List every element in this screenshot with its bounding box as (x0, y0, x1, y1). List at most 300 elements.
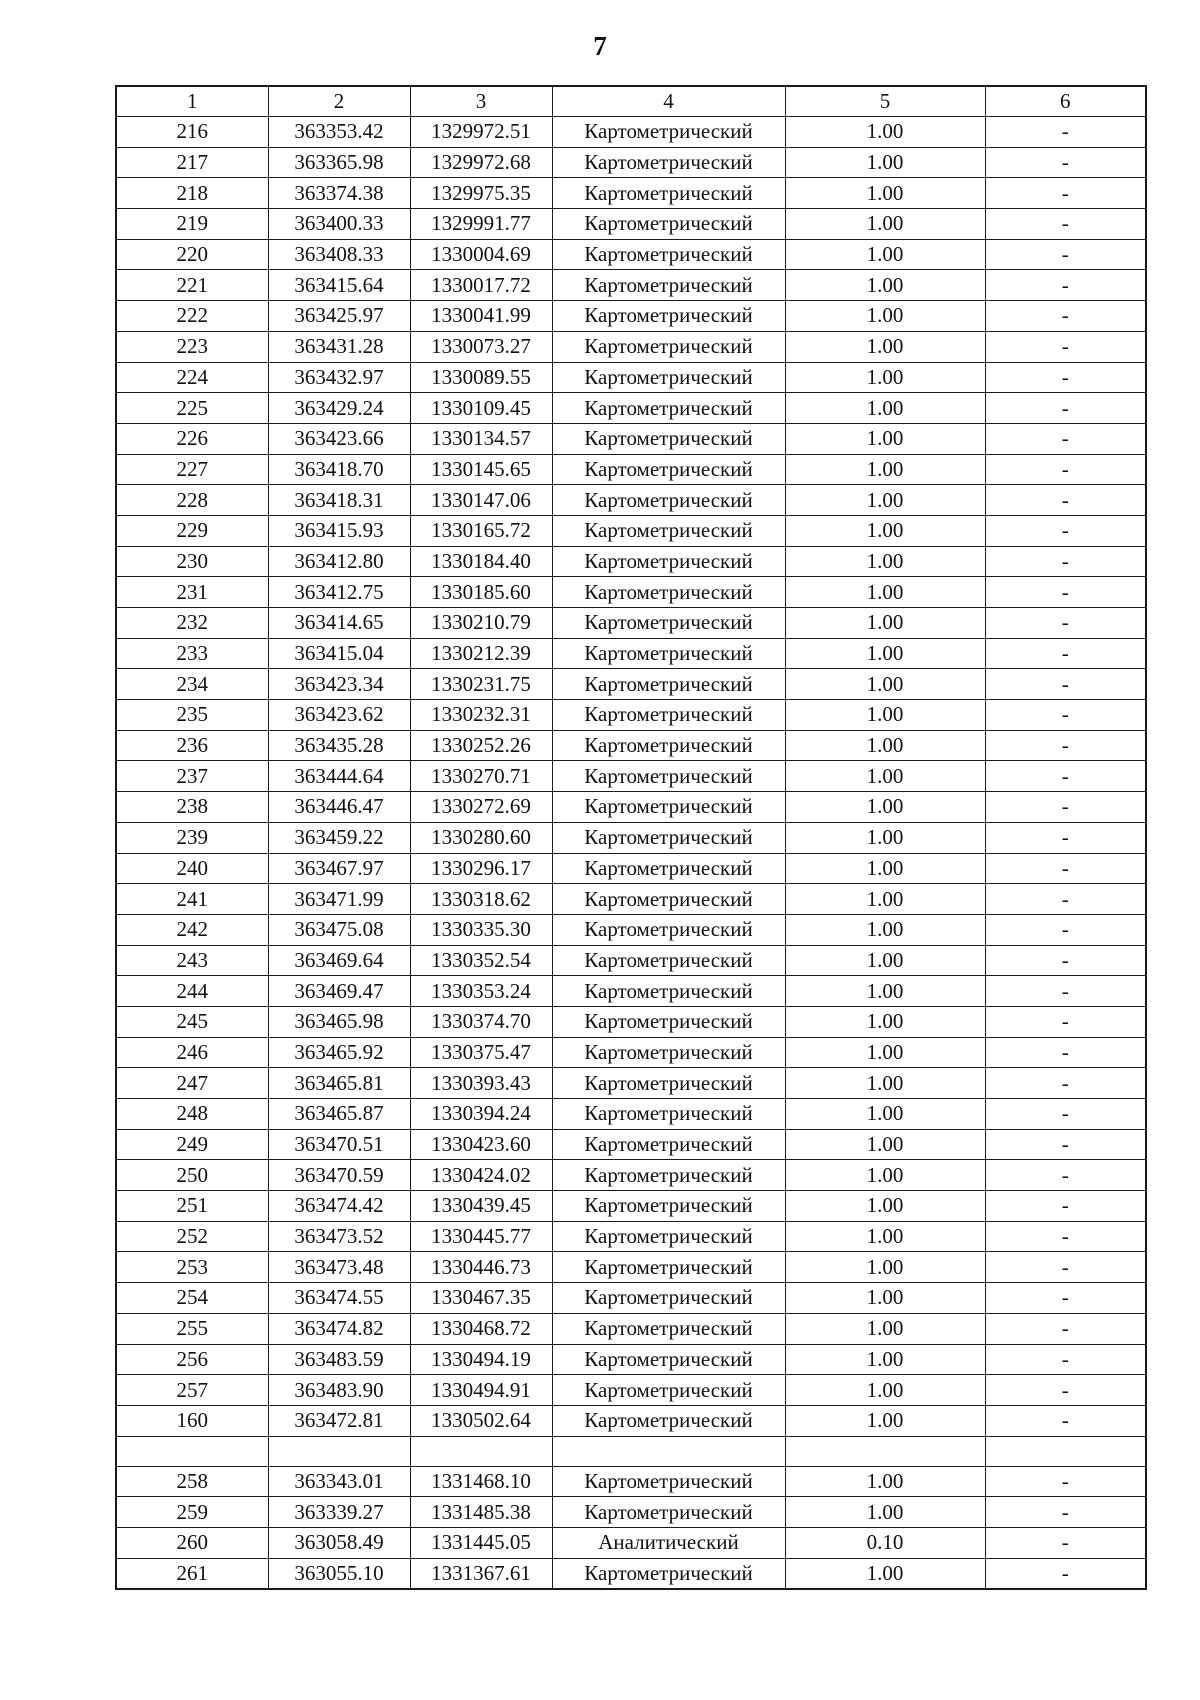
x-coordinate-cell: 363473.52 (268, 1221, 410, 1252)
x-coordinate-cell: 363470.51 (268, 1129, 410, 1160)
accuracy-cell: 1.00 (785, 362, 985, 393)
y-coordinate-cell: 1330109.45 (410, 393, 552, 424)
table-row (116, 1466, 1146, 1497)
table-row (116, 1221, 1146, 1252)
note-cell: - (985, 1375, 1146, 1406)
table-row (116, 393, 1146, 424)
accuracy-cell: 1.00 (785, 393, 985, 424)
accuracy-cell: 1.00 (785, 454, 985, 485)
table-row (116, 239, 1146, 270)
table-header-row (116, 86, 1146, 117)
x-coordinate-cell: 363412.80 (268, 546, 410, 577)
note-cell: - (985, 1191, 1146, 1222)
y-coordinate-cell: 1330353.24 (410, 976, 552, 1007)
point-number-cell: 246 (116, 1037, 268, 1068)
method-cell: Картометрический (552, 1252, 785, 1283)
table-row (116, 792, 1146, 823)
method-cell: Картометрический (552, 393, 785, 424)
method-cell: Картометрический (552, 1283, 785, 1314)
y-coordinate-cell: 1330446.73 (410, 1252, 552, 1283)
x-coordinate-cell: 363429.24 (268, 393, 410, 424)
accuracy-cell: 1.00 (785, 209, 985, 240)
accuracy-cell: 1.00 (785, 1313, 985, 1344)
x-coordinate-cell: 363400.33 (268, 209, 410, 240)
method-cell: Картометрический (552, 1313, 785, 1344)
x-coordinate-cell: 363435.28 (268, 730, 410, 761)
x-coordinate-cell: 363459.22 (268, 822, 410, 853)
y-coordinate-cell: 1330424.02 (410, 1160, 552, 1191)
note-cell: - (985, 147, 1146, 178)
y-coordinate-cell: 1330335.30 (410, 914, 552, 945)
method-cell: Картометрический (552, 577, 785, 608)
x-coordinate-cell: 363465.92 (268, 1037, 410, 1068)
point-number-cell: 250 (116, 1160, 268, 1191)
note-cell: - (985, 1344, 1146, 1375)
method-cell: Картометрический (552, 1466, 785, 1497)
accuracy-cell: 1.00 (785, 485, 985, 516)
note-cell: - (985, 853, 1146, 884)
note-cell: - (985, 1099, 1146, 1130)
y-coordinate-cell: 1330439.45 (410, 1191, 552, 1222)
point-number-cell: 239 (116, 822, 268, 853)
x-coordinate-cell: 363412.75 (268, 577, 410, 608)
note-cell: - (985, 454, 1146, 485)
method-cell: Картометрический (552, 1068, 785, 1099)
table-row (116, 1099, 1146, 1130)
note-cell: - (985, 1283, 1146, 1314)
point-number-cell: 229 (116, 515, 268, 546)
x-coordinate-cell: 363339.27 (268, 1497, 410, 1528)
y-coordinate-cell: 1330494.91 (410, 1375, 552, 1406)
note-cell: - (985, 301, 1146, 332)
accuracy-cell: 1.00 (785, 608, 985, 639)
x-coordinate-cell: 363365.98 (268, 147, 410, 178)
point-number-cell: 241 (116, 884, 268, 915)
accuracy-cell: 1.00 (785, 761, 985, 792)
accuracy-cell: 1.00 (785, 1558, 985, 1589)
y-coordinate-cell: 1330445.77 (410, 1221, 552, 1252)
point-number-cell: 232 (116, 608, 268, 639)
note-cell: - (985, 1160, 1146, 1191)
y-coordinate-cell: 1331445.05 (410, 1527, 552, 1558)
method-cell: Картометрический (552, 239, 785, 270)
coordinates-table (115, 85, 1147, 1590)
table-row (116, 700, 1146, 731)
note-cell: - (985, 1221, 1146, 1252)
note-cell: - (985, 577, 1146, 608)
table-row (116, 331, 1146, 362)
table-row (116, 515, 1146, 546)
accuracy-cell: 1.00 (785, 270, 985, 301)
method-cell: Картометрический (552, 608, 785, 639)
accuracy-cell: 1.00 (785, 1160, 985, 1191)
x-coordinate-cell: 363423.34 (268, 669, 410, 700)
x-coordinate-cell: 363474.55 (268, 1283, 410, 1314)
column-header: 6 (985, 86, 1146, 117)
x-coordinate-cell: 363423.66 (268, 423, 410, 454)
method-cell: Картометрический (552, 1375, 785, 1406)
accuracy-cell: 1.00 (785, 239, 985, 270)
table-row (116, 884, 1146, 915)
x-coordinate-cell: 363415.04 (268, 638, 410, 669)
method-cell: Картометрический (552, 638, 785, 669)
point-number-cell: 253 (116, 1252, 268, 1283)
method-cell: Картометрический (552, 1497, 785, 1528)
method-cell: Картометрический (552, 1405, 785, 1436)
point-number-cell: 261 (116, 1558, 268, 1589)
method-cell: Картометрический (552, 761, 785, 792)
x-coordinate-cell: 363444.64 (268, 761, 410, 792)
note-cell: - (985, 1558, 1146, 1589)
accuracy-cell: 1.00 (785, 1191, 985, 1222)
method-cell: Картометрический (552, 1099, 785, 1130)
x-coordinate-cell: 363418.70 (268, 454, 410, 485)
note-cell: - (985, 608, 1146, 639)
x-coordinate-cell: 363469.47 (268, 976, 410, 1007)
point-number-cell: 228 (116, 485, 268, 516)
method-cell: Картометрический (552, 669, 785, 700)
point-number-cell: 240 (116, 853, 268, 884)
x-coordinate-cell: 363475.08 (268, 914, 410, 945)
accuracy-cell: 1.00 (785, 331, 985, 362)
point-number-cell: 220 (116, 239, 268, 270)
point-number-cell: 224 (116, 362, 268, 393)
y-coordinate-cell: 1330017.72 (410, 270, 552, 301)
x-coordinate-cell: 363483.90 (268, 1375, 410, 1406)
y-coordinate-cell: 1330296.17 (410, 853, 552, 884)
y-coordinate-cell: 1330165.72 (410, 515, 552, 546)
note-cell: - (985, 945, 1146, 976)
table-row (116, 1405, 1146, 1436)
method-cell: Картометрический (552, 147, 785, 178)
y-coordinate-cell: 1329972.68 (410, 147, 552, 178)
x-coordinate-cell: 363473.48 (268, 1252, 410, 1283)
note-cell: - (985, 1405, 1146, 1436)
table-row (116, 147, 1146, 178)
table-row (116, 1129, 1146, 1160)
table-row (116, 1375, 1146, 1406)
y-coordinate-cell: 1330375.47 (410, 1037, 552, 1068)
point-number-cell: 245 (116, 1006, 268, 1037)
x-coordinate-cell: 363374.38 (268, 178, 410, 209)
note-cell: - (985, 730, 1146, 761)
method-cell: Картометрический (552, 301, 785, 332)
y-coordinate-cell: 1330393.43 (410, 1068, 552, 1099)
point-number-cell: 160 (116, 1405, 268, 1436)
y-coordinate-cell: 1331367.61 (410, 1558, 552, 1589)
y-coordinate-cell: 1330147.06 (410, 485, 552, 516)
note-cell: - (985, 209, 1146, 240)
y-coordinate-cell: 1330468.72 (410, 1313, 552, 1344)
empty-cell (116, 1436, 268, 1466)
point-number-cell: 243 (116, 945, 268, 976)
note-cell: - (985, 178, 1146, 209)
method-cell: Картометрический (552, 1006, 785, 1037)
point-number-cell: 249 (116, 1129, 268, 1160)
y-coordinate-cell: 1330502.64 (410, 1405, 552, 1436)
note-cell: - (985, 117, 1146, 148)
y-coordinate-cell: 1329972.51 (410, 117, 552, 148)
coordinates-table-body (116, 86, 1146, 1589)
table-row (116, 976, 1146, 1007)
method-cell: Картометрический (552, 485, 785, 516)
empty-cell (410, 1436, 552, 1466)
table-row (116, 1527, 1146, 1558)
y-coordinate-cell: 1330185.60 (410, 577, 552, 608)
method-cell: Картометрический (552, 884, 785, 915)
y-coordinate-cell: 1330272.69 (410, 792, 552, 823)
method-cell: Картометрический (552, 700, 785, 731)
accuracy-cell: 1.00 (785, 1375, 985, 1406)
table-row (116, 362, 1146, 393)
note-cell: - (985, 638, 1146, 669)
x-coordinate-cell: 363425.97 (268, 301, 410, 332)
accuracy-cell: 1.00 (785, 178, 985, 209)
accuracy-cell: 1.00 (785, 515, 985, 546)
y-coordinate-cell: 1330352.54 (410, 945, 552, 976)
y-coordinate-cell: 1329991.77 (410, 209, 552, 240)
point-number-cell: 256 (116, 1344, 268, 1375)
method-cell: Картометрический (552, 976, 785, 1007)
method-cell: Картометрический (552, 853, 785, 884)
empty-cell (985, 1436, 1146, 1466)
accuracy-cell: 1.00 (785, 730, 985, 761)
accuracy-cell: 1.00 (785, 546, 985, 577)
point-number-cell: 259 (116, 1497, 268, 1528)
x-coordinate-cell: 363058.49 (268, 1527, 410, 1558)
y-coordinate-cell: 1331468.10 (410, 1466, 552, 1497)
table-row (116, 577, 1146, 608)
method-cell: Картометрический (552, 1344, 785, 1375)
table-row (116, 761, 1146, 792)
y-coordinate-cell: 1329975.35 (410, 178, 552, 209)
column-header: 2 (268, 86, 410, 117)
table-row (116, 270, 1146, 301)
x-coordinate-cell: 363432.97 (268, 362, 410, 393)
point-number-cell: 219 (116, 209, 268, 240)
accuracy-cell: 1.00 (785, 147, 985, 178)
point-number-cell: 227 (116, 454, 268, 485)
column-header: 5 (785, 86, 985, 117)
point-number-cell: 254 (116, 1283, 268, 1314)
note-cell: - (985, 1252, 1146, 1283)
column-header: 4 (552, 86, 785, 117)
table-row (116, 423, 1146, 454)
method-cell: Картометрический (552, 1160, 785, 1191)
point-number-cell: 242 (116, 914, 268, 945)
x-coordinate-cell: 363469.64 (268, 945, 410, 976)
y-coordinate-cell: 1330374.70 (410, 1006, 552, 1037)
x-coordinate-cell: 363446.47 (268, 792, 410, 823)
accuracy-cell: 1.00 (785, 117, 985, 148)
note-cell: - (985, 362, 1146, 393)
point-number-cell: 217 (116, 147, 268, 178)
empty-cell (552, 1436, 785, 1466)
table-row (116, 1497, 1146, 1528)
accuracy-cell: 1.00 (785, 700, 985, 731)
y-coordinate-cell: 1330394.24 (410, 1099, 552, 1130)
table-row (116, 1006, 1146, 1037)
point-number-cell: 222 (116, 301, 268, 332)
accuracy-cell: 1.00 (785, 976, 985, 1007)
accuracy-cell: 1.00 (785, 1037, 985, 1068)
point-number-cell: 226 (116, 423, 268, 454)
y-coordinate-cell: 1330212.39 (410, 638, 552, 669)
method-cell: Картометрический (552, 822, 785, 853)
x-coordinate-cell: 363465.81 (268, 1068, 410, 1099)
point-number-cell: 244 (116, 976, 268, 1007)
accuracy-cell: 1.00 (785, 1283, 985, 1314)
accuracy-cell: 1.00 (785, 1006, 985, 1037)
accuracy-cell: 1.00 (785, 669, 985, 700)
x-coordinate-cell: 363470.59 (268, 1160, 410, 1191)
method-cell: Картометрический (552, 270, 785, 301)
table-row (116, 1037, 1146, 1068)
x-coordinate-cell: 363423.62 (268, 700, 410, 731)
accuracy-cell: 1.00 (785, 1252, 985, 1283)
method-cell: Картометрический (552, 1191, 785, 1222)
note-cell: - (985, 1497, 1146, 1528)
y-coordinate-cell: 1330270.71 (410, 761, 552, 792)
x-coordinate-cell: 363483.59 (268, 1344, 410, 1375)
y-coordinate-cell: 1330184.40 (410, 546, 552, 577)
table-row (116, 914, 1146, 945)
point-number-cell: 248 (116, 1099, 268, 1130)
accuracy-cell: 1.00 (785, 1344, 985, 1375)
table-row (116, 1313, 1146, 1344)
x-coordinate-cell: 363408.33 (268, 239, 410, 270)
point-number-cell: 231 (116, 577, 268, 608)
accuracy-cell: 1.00 (785, 1497, 985, 1528)
note-cell: - (985, 792, 1146, 823)
method-cell: Аналитический (552, 1527, 785, 1558)
table-row (116, 1344, 1146, 1375)
point-number-cell: 230 (116, 546, 268, 577)
accuracy-cell: 1.00 (785, 792, 985, 823)
point-number-cell: 255 (116, 1313, 268, 1344)
x-coordinate-cell: 363415.93 (268, 515, 410, 546)
x-coordinate-cell: 363414.65 (268, 608, 410, 639)
y-coordinate-cell: 1330252.26 (410, 730, 552, 761)
table-row (116, 209, 1146, 240)
accuracy-cell: 1.00 (785, 1129, 985, 1160)
x-coordinate-cell: 363472.81 (268, 1405, 410, 1436)
note-cell: - (985, 546, 1146, 577)
method-cell: Картометрический (552, 423, 785, 454)
note-cell: - (985, 822, 1146, 853)
note-cell: - (985, 914, 1146, 945)
table-row (116, 1283, 1146, 1314)
x-coordinate-cell: 363353.42 (268, 117, 410, 148)
table-row (116, 117, 1146, 148)
point-number-cell: 218 (116, 178, 268, 209)
accuracy-cell: 1.00 (785, 884, 985, 915)
note-cell: - (985, 331, 1146, 362)
x-coordinate-cell: 363474.42 (268, 1191, 410, 1222)
x-coordinate-cell: 363471.99 (268, 884, 410, 915)
method-cell: Картометрический (552, 209, 785, 240)
table-row (116, 1191, 1146, 1222)
y-coordinate-cell: 1330231.75 (410, 669, 552, 700)
y-coordinate-cell: 1330041.99 (410, 301, 552, 332)
table-row (116, 1558, 1146, 1589)
x-coordinate-cell: 363055.10 (268, 1558, 410, 1589)
y-coordinate-cell: 1330467.35 (410, 1283, 552, 1314)
y-coordinate-cell: 1331485.38 (410, 1497, 552, 1528)
point-number-cell: 234 (116, 669, 268, 700)
y-coordinate-cell: 1330423.60 (410, 1129, 552, 1160)
method-cell: Картометрический (552, 1221, 785, 1252)
note-cell: - (985, 976, 1146, 1007)
point-number-cell: 233 (116, 638, 268, 669)
table-row (116, 485, 1146, 516)
note-cell: - (985, 239, 1146, 270)
note-cell: - (985, 485, 1146, 516)
accuracy-cell: 1.00 (785, 853, 985, 884)
accuracy-cell: 0.10 (785, 1527, 985, 1558)
accuracy-cell: 1.00 (785, 1221, 985, 1252)
accuracy-cell: 1.00 (785, 822, 985, 853)
note-cell: - (985, 1313, 1146, 1344)
table-row (116, 853, 1146, 884)
table-row (116, 546, 1146, 577)
table-row (116, 1252, 1146, 1283)
point-number-cell: 237 (116, 761, 268, 792)
point-number-cell: 221 (116, 270, 268, 301)
point-number-cell: 252 (116, 1221, 268, 1252)
table-row (116, 638, 1146, 669)
method-cell: Картометрический (552, 1558, 785, 1589)
note-cell: - (985, 700, 1146, 731)
accuracy-cell: 1.00 (785, 577, 985, 608)
y-coordinate-cell: 1330073.27 (410, 331, 552, 362)
accuracy-cell: 1.00 (785, 301, 985, 332)
table-row (116, 730, 1146, 761)
note-cell: - (985, 1527, 1146, 1558)
point-number-cell: 247 (116, 1068, 268, 1099)
note-cell: - (985, 423, 1146, 454)
accuracy-cell: 1.00 (785, 638, 985, 669)
method-cell: Картометрический (552, 546, 785, 577)
y-coordinate-cell: 1330134.57 (410, 423, 552, 454)
accuracy-cell: 1.00 (785, 914, 985, 945)
point-number-cell: 235 (116, 700, 268, 731)
y-coordinate-cell: 1330004.69 (410, 239, 552, 270)
x-coordinate-cell: 363415.64 (268, 270, 410, 301)
x-coordinate-cell: 363465.98 (268, 1006, 410, 1037)
table-row (116, 608, 1146, 639)
note-cell: - (985, 884, 1146, 915)
y-coordinate-cell: 1330145.65 (410, 454, 552, 485)
table-row (116, 1160, 1146, 1191)
method-cell: Картометрический (552, 914, 785, 945)
x-coordinate-cell: 363431.28 (268, 331, 410, 362)
y-coordinate-cell: 1330280.60 (410, 822, 552, 853)
method-cell: Картометрический (552, 117, 785, 148)
table-row (116, 1068, 1146, 1099)
accuracy-cell: 1.00 (785, 423, 985, 454)
x-coordinate-cell: 363467.97 (268, 853, 410, 884)
point-number-cell: 223 (116, 331, 268, 362)
column-header: 1 (116, 86, 268, 117)
method-cell: Картометрический (552, 945, 785, 976)
separator-row (116, 1436, 1146, 1466)
method-cell: Картометрический (552, 730, 785, 761)
point-number-cell: 260 (116, 1527, 268, 1558)
x-coordinate-cell: 363474.82 (268, 1313, 410, 1344)
table-row (116, 178, 1146, 209)
note-cell: - (985, 761, 1146, 792)
